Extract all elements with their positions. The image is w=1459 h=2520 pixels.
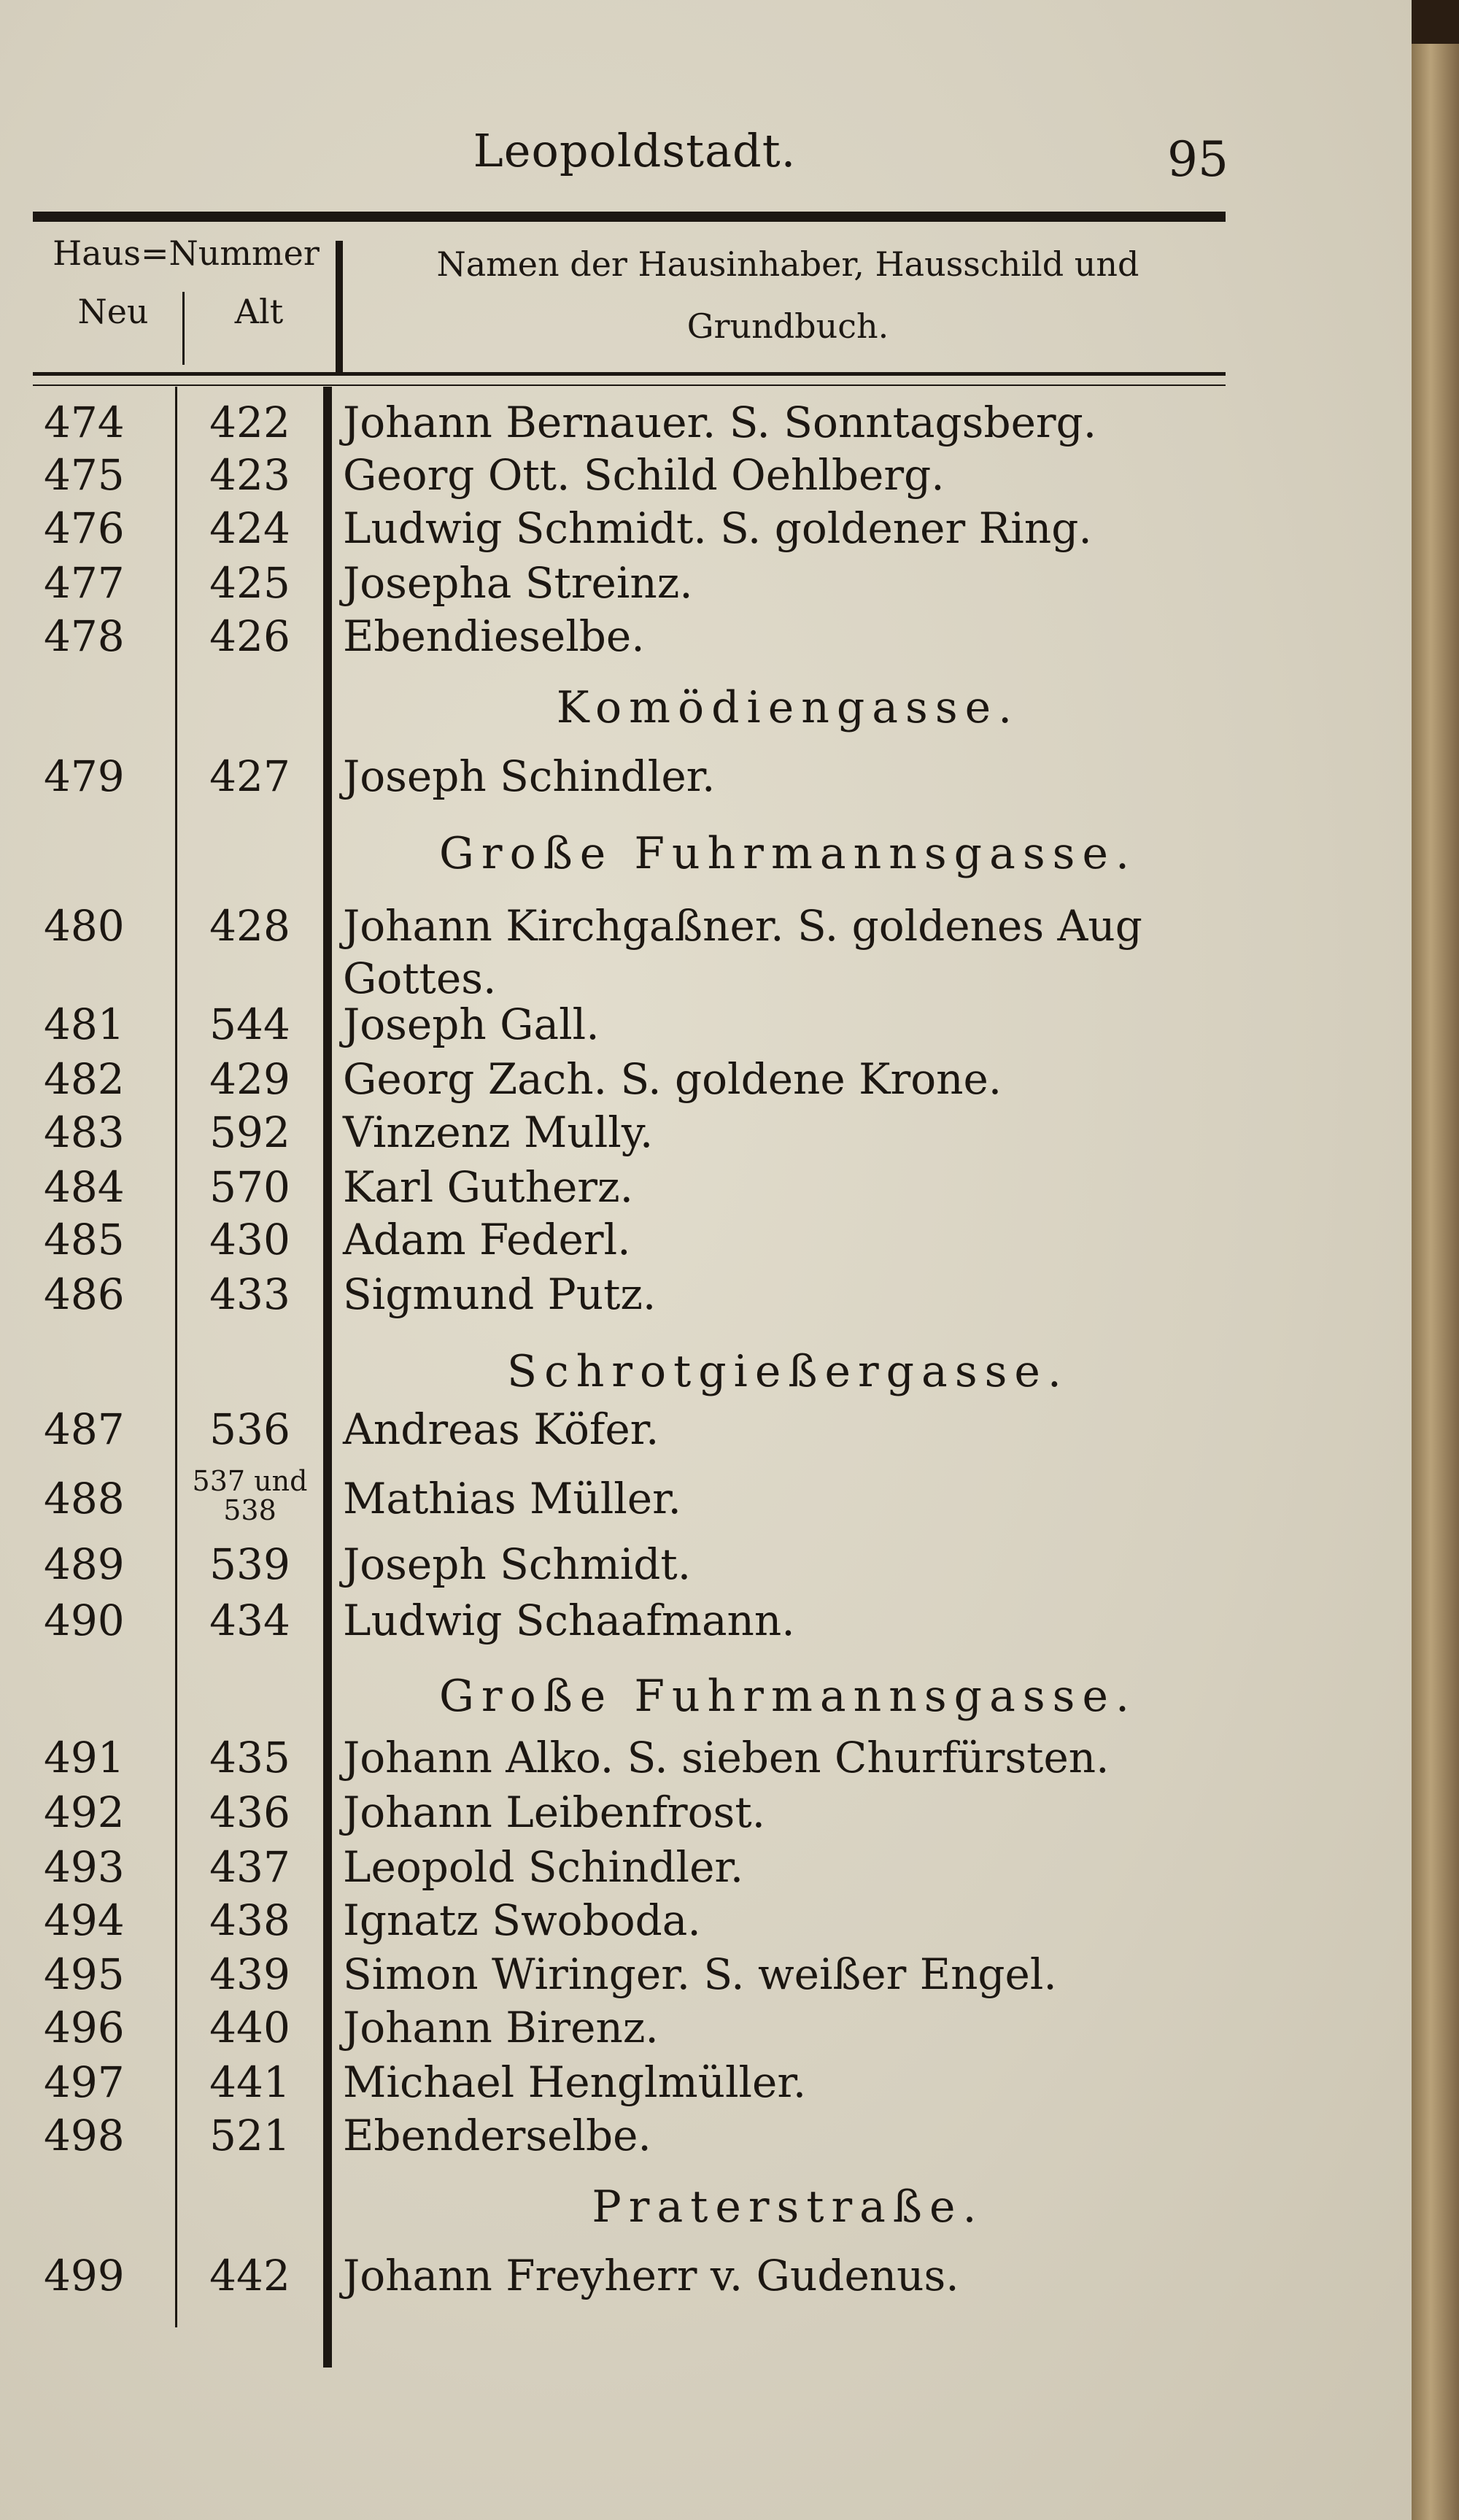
table-row [0, 2251, 1412, 2302]
house-number-old: 437 [209, 1842, 290, 1892]
street-heading: Große Fuhrmannsgasse. [438, 1671, 1137, 1722]
background-edge [1412, 0, 1459, 44]
page-number: 95 [1167, 131, 1228, 188]
table-row [0, 1054, 1412, 1105]
house-number-new: 477 [44, 558, 125, 608]
page-edge [1412, 44, 1459, 2520]
table-row [0, 611, 1412, 662]
owner-name: Johann Leibenfrost. [343, 1787, 766, 1837]
table-row [0, 2111, 1412, 2162]
table-row [0, 2003, 1412, 2054]
house-number-old: 427 [209, 751, 290, 801]
house-number-new: 488 [44, 1474, 125, 1523]
owner-name: Johann Bernauer. S. Sonntagsberg. [343, 398, 1097, 447]
header-bottom-rule [33, 372, 1226, 376]
table-row [0, 901, 1412, 1003]
house-number-old: 544 [209, 1000, 290, 1049]
house-number-old: 433 [209, 1269, 290, 1319]
owner-name: Andreas Köfer. [343, 1404, 659, 1454]
owner-name: Ludwig Schmidt. S. goldener Ring. [343, 503, 1092, 553]
table-row [0, 398, 1412, 449]
header-names: Namen der Hausinhaber, Hausschild und [436, 244, 1139, 284]
table-row [0, 558, 1412, 609]
owner-name: Georg Ott. Schild Oehlberg. [343, 450, 945, 500]
house-number-old: 435 [209, 1733, 290, 1782]
table-row [0, 2057, 1412, 2109]
street-heading: Schrotgießergasse. [507, 1346, 1069, 1397]
owner-name: Georg Zach. S. goldene Krone. [343, 1054, 1002, 1104]
table-row [0, 1215, 1412, 1266]
house-number-old: 425 [209, 558, 290, 608]
house-number-old: 536 [209, 1404, 290, 1454]
header-bottom-thin-rule [33, 384, 1226, 386]
house-number-new: 480 [44, 901, 125, 951]
house-number-new: 478 [44, 611, 125, 661]
house-number-new: 486 [44, 1269, 125, 1319]
house-number-old: 426 [209, 611, 290, 661]
owner-name: Mathias Müller. [343, 1474, 681, 1523]
header-hausnummer: Haus=Nummer [53, 233, 320, 273]
house-number-old: 439 [209, 1949, 290, 1999]
house-number-old: 539 [209, 1539, 290, 1589]
house-number-new: 479 [44, 751, 125, 801]
street-heading: Komödiengasse. [556, 682, 1020, 733]
owner-name: Johann Freyherr v. Gudenus. [343, 2251, 959, 2300]
house-number-old: 570 [209, 1162, 290, 1212]
house-number-new: 474 [44, 398, 125, 447]
house-number-old: 441 [209, 2057, 290, 2107]
owner-name: Ignatz Swoboda. [343, 1895, 701, 1945]
house-number-old: 440 [209, 2003, 290, 2052]
street-heading: Praterstraße. [592, 2181, 984, 2233]
owner-name: Leopold Schindler. [343, 1842, 744, 1892]
house-number-new: 491 [44, 1733, 125, 1782]
house-number-new: 482 [44, 1054, 125, 1104]
table-row [0, 1404, 1412, 1456]
owner-name: Josepha Streinz. [343, 558, 693, 608]
table-row [0, 1465, 1412, 1526]
owner-name: Ludwig Schaafmann. [343, 1596, 795, 1645]
owner-name: Joseph Schmidt. [343, 1539, 692, 1589]
house-number-new: 492 [44, 1787, 125, 1837]
header-neu: Neu [77, 292, 149, 331]
header-column-rule [336, 241, 343, 372]
house-number-new: 487 [44, 1404, 125, 1454]
owner-name-continuation: Gottes. [343, 954, 497, 1003]
owner-name: Sigmund Putz. [343, 1269, 657, 1319]
house-number-new: 494 [44, 1895, 125, 1945]
house-number-new: 498 [44, 2111, 125, 2160]
house-number-new: 489 [44, 1539, 125, 1589]
table-row [0, 1162, 1412, 1213]
house-number-old: 422 [209, 398, 290, 447]
house-number-old: 424 [209, 503, 290, 553]
header-rule [33, 212, 1226, 222]
house-number-old: 423 [209, 450, 290, 500]
house-number-new: 484 [44, 1162, 125, 1212]
owner-name: Johann Birenz. [343, 2003, 659, 2052]
owner-name: Vinzenz Mully. [343, 1108, 654, 1157]
page-title: Leopoldstadt. [473, 124, 797, 177]
table-row [0, 1596, 1412, 1647]
house-number-old: 442 [209, 2251, 290, 2300]
header-names-2: Grundbuch. [686, 306, 889, 346]
house-number-old: 428 [209, 901, 290, 951]
owner-name: Michael Henglmüller. [343, 2057, 807, 2107]
table-row [0, 1000, 1412, 1051]
table-row [0, 1733, 1412, 1784]
house-number-old: 438 [209, 1895, 290, 1945]
owner-name: Ebendieselbe. [343, 611, 645, 661]
owner-name: Adam Federl. [343, 1215, 631, 1264]
house-number-new: 497 [44, 2057, 125, 2107]
table-row [0, 1108, 1412, 1159]
house-number-new: 499 [44, 2251, 125, 2300]
house-number-new: 493 [44, 1842, 125, 1892]
house-number-new: 495 [44, 1949, 125, 1999]
table-row [0, 1539, 1412, 1591]
table-row [0, 503, 1412, 554]
house-number-new: 485 [44, 1215, 125, 1264]
house-number-old: 521 [209, 2111, 290, 2160]
house-number-new: 481 [44, 1000, 125, 1049]
house-number-old: 537 und 538 [192, 1465, 308, 1526]
house-number-new: 496 [44, 2003, 125, 2052]
table-row [0, 1269, 1412, 1321]
owner-name: Johann Alko. S. sieben Churfürsten. [343, 1733, 1110, 1782]
house-number-old: 429 [209, 1054, 290, 1104]
table-row [0, 751, 1412, 803]
house-number-old: 592 [209, 1108, 290, 1157]
table-row [0, 1949, 1412, 2001]
street-heading: Große Fuhrmannsgasse. [438, 828, 1137, 879]
owner-name: Ebenderselbe. [343, 2111, 651, 2160]
house-number-new: 475 [44, 450, 125, 500]
house-number-old: 436 [209, 1787, 290, 1837]
owner-name: Simon Wiringer. S. weißer Engel. [343, 1949, 1057, 1999]
owner-name: Joseph Gall. [343, 1000, 600, 1049]
owner-name: Johann Kirchgaßner. S. goldenes Aug [343, 901, 1142, 951]
header-divider [182, 292, 185, 365]
table-row [0, 1842, 1412, 1893]
table-row [0, 450, 1412, 501]
house-number-old: 434 [209, 1596, 290, 1645]
house-number-new: 476 [44, 503, 125, 553]
house-number-old: 430 [209, 1215, 290, 1264]
house-number-new: 483 [44, 1108, 125, 1157]
owner-name: Karl Gutherz. [343, 1162, 634, 1212]
owner-name: Joseph Schindler. [343, 751, 716, 801]
house-number-new: 490 [44, 1596, 125, 1645]
header-alt: Alt [234, 292, 284, 331]
table-row [0, 1787, 1412, 1839]
table-row [0, 1895, 1412, 1947]
